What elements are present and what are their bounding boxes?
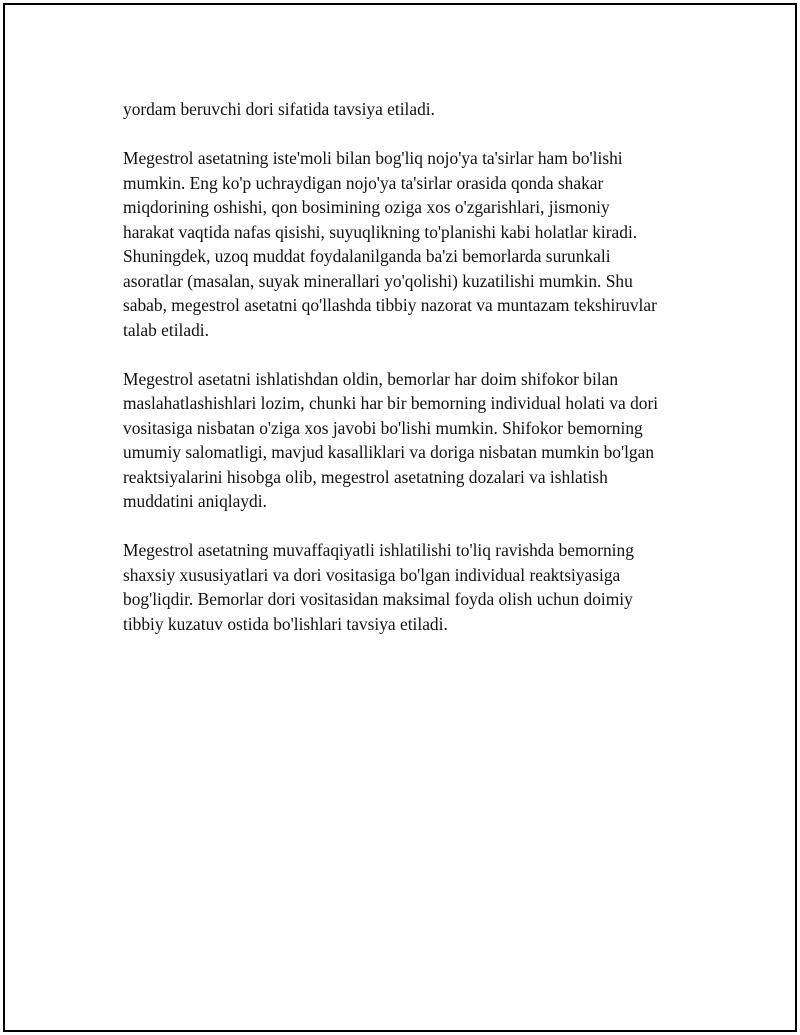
text-line: Shuningdek, uzoq muddat foydalanilganda ba'zi bemorlarda surunkali [123,246,611,266]
text-line: shaxsiy xususiyatlari va dori vositasiga bo'lgan individual reaktsiyasiga [123,564,621,585]
text-line: yordam beruvchi dori sifatida tavsiya etiladi. [123,99,435,119]
text-line: muddatini aniqlaydi. [123,491,267,511]
paragraph-1 [123,97,703,122]
text-line: asoratlar (masalan, suyak minerallari yo'qolishi) kuzatilishi mumkin. Shu [123,270,633,291]
text-line: tibbiy kuzatuv ostida bo'lishlari tavsiya etiladi. [123,613,448,634]
text-line: Megestrol asetatning muvaffaqiyatli ishlatilishi to'liq ravishda bemorning [123,540,634,560]
page [3,3,797,1032]
paragraph-2 [123,146,703,342]
text-line: Megestrol asetatni ishlatishdan oldin, bemorlar har doim shifokor bilan [123,368,619,389]
paragraph-4 [123,538,703,636]
text-line: vositasiga nisbatan o'ziga xos javobi bo'lishi mumkin. Shifokor bemorning [123,417,643,438]
paragraph-3 [123,367,703,514]
text-line: sabab, megestrol asetatni qo'llashda tibbiy nazorat va muntazam tekshiruvlar [123,295,657,315]
text-line: bog'liqdir. Bemorlar dori vositasidan maksimal foyda olish uchun doimiy [123,589,633,609]
text-line: talab etiladi. [123,319,209,340]
text-line: reaktsiyalarini hisobga olib, megestrol asetatning dozalari va ishlatish [123,466,608,487]
text-line: maslahatlashishlari lozim, chunki har bir bemorning individual holati va dori [123,393,659,413]
text-line: mumkin. Eng ko'p uchraydigan nojo'ya ta'sirlar orasida qonda shakar [123,172,604,193]
text-line: Megestrol asetatning iste'moli bilan bog'liq nojo'ya ta'sirlar ham bo'lishi [123,148,623,168]
text-line: harakat vaqtida nafas qisishi, suyuqlikning to'planishi kabi holatlar kiradi. [123,221,638,242]
text-line: umumiy salomatligi, mavjud kasalliklari va doriga nisbatan mumkin bo'lgan [123,442,655,462]
text-line: miqdorining oshishi, qon bosimining oziga xos o'zgarishlari, jismoniy [123,197,610,217]
document-body [123,97,703,661]
